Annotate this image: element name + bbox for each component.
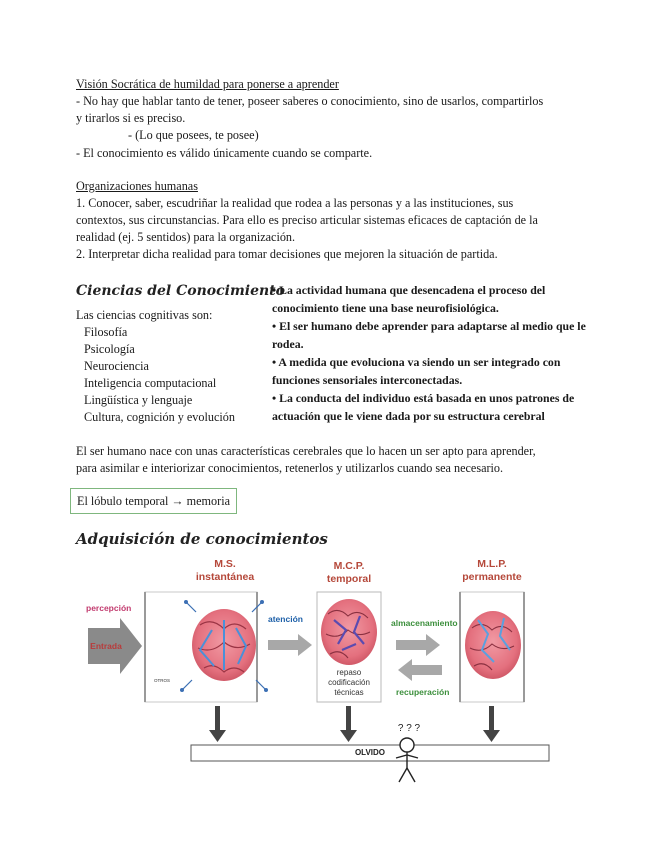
- tecnicas-label: técnicas: [334, 688, 364, 697]
- recuperacion-arrow: [398, 659, 442, 681]
- section2-line: realidad (ej. 5 sentidos) para la organización.: [76, 230, 296, 244]
- mcp-label-2: temporal: [326, 573, 372, 585]
- ciencias-bullet: funciones sensoriales interconectadas.: [272, 373, 463, 387]
- atencion-arrow: [268, 634, 312, 656]
- almacenamiento-arrow: [396, 634, 440, 656]
- otros-label: OTROS: [153, 678, 170, 683]
- repaso-label: repaso: [336, 668, 362, 677]
- entrada-label: Entrada: [90, 641, 122, 651]
- ciencias-item: Lingüística y lenguaje: [84, 393, 193, 407]
- paragraph-line: para asimilar e interiorizar conocimientos, retenerlos y utilizarlos cuando sea necesario.: [76, 461, 504, 475]
- codificacion-label: codificación: [328, 678, 370, 687]
- ciencias-bullet: • El ser humano debe aprender para adaptarse al medio que le: [272, 319, 586, 333]
- diagram-title: Adquisición de conocimientos: [76, 530, 328, 548]
- mlp-label-1: M.L.P.: [477, 558, 507, 570]
- ciencias-bullet: actuación que le viene dada por su estructura cerebral: [272, 409, 545, 423]
- olvido-arrow-3: [483, 706, 500, 742]
- mcp-brain-icon: [321, 599, 377, 665]
- section2-line: 2. Interpretar dicha realidad para tomar decisiones que mejoren la situación de partida.: [76, 247, 498, 261]
- section1-line: y tirarlos si es preciso.: [76, 111, 186, 125]
- section1-line: - No hay que hablar tanto de tener, poseer saberes o conocimiento, sino de usarlos, compartirlos: [76, 94, 544, 108]
- recuperacion-label: recuperación: [396, 687, 450, 697]
- atencion-label: atención: [268, 614, 303, 624]
- ciencias-item: Cultura, cognición y evolución: [84, 410, 235, 424]
- ms-label-2: instantánea: [195, 571, 255, 583]
- section1-heading: Visión Socrática de humildad para ponerse a aprender: [76, 77, 339, 91]
- olvido-arrow-2: [340, 706, 357, 742]
- ciencias-bullet: conocimiento tiene una base neurofisiológica.: [272, 301, 499, 315]
- section1-line: - El conocimiento es válido únicamente cuando se comparte.: [76, 146, 373, 160]
- mlp-label-2: permanente: [462, 571, 522, 583]
- paragraph-line: El ser humano nace con unas características cerebrales que lo hacen un ser apto para aprender,: [76, 444, 536, 458]
- ciencias-item: Inteligencia computacional: [84, 376, 217, 390]
- mcp-label-1: M.C.P.: [333, 560, 365, 572]
- ciencias-intro: Las ciencias cognitivas son:: [76, 308, 213, 322]
- ciencias-bullet: rodea.: [272, 337, 304, 351]
- olvido-label: OLVIDO: [354, 748, 386, 757]
- question-marks: ? ? ?: [397, 723, 421, 734]
- section2-line: 1. Conocer, saber, escudriñar la realidad que rodea a las personas y a las instituciones, sus: [76, 196, 514, 210]
- ciencias-bullet: • La actividad humana que desencadena el proceso del: [272, 283, 546, 297]
- ciencias-item: Neurociencia: [84, 359, 149, 373]
- section1-line: - (Lo que posees, te posee): [128, 128, 259, 142]
- percepcion-label: percepción: [86, 603, 132, 613]
- boxed-note: El lóbulo temporal → memoria: [70, 488, 237, 514]
- ciencias-title: Ciencias del Conocimiento: [76, 283, 285, 299]
- almacenamiento-label: almacenamiento: [391, 618, 458, 628]
- olvido-arrow-1: [209, 706, 226, 742]
- ciencias-bullet: • La conducta del individuo está basada en unos patrones de: [272, 391, 575, 405]
- mlp-brain-icon: [465, 611, 521, 679]
- section2-line: contextos, sus circunstancias. Para ello es preciso articular sistemas eficaces de captación de la: [76, 213, 538, 227]
- section2-heading: Organizaciones humanas: [76, 179, 198, 193]
- ciencias-item: Psicología: [84, 342, 135, 356]
- ciencias-bullet: • A medida que evoluciona va siendo un ser integrado con: [272, 355, 561, 369]
- ms-label-1: M.S.: [214, 558, 236, 570]
- ciencias-item: Filosofía: [84, 325, 128, 339]
